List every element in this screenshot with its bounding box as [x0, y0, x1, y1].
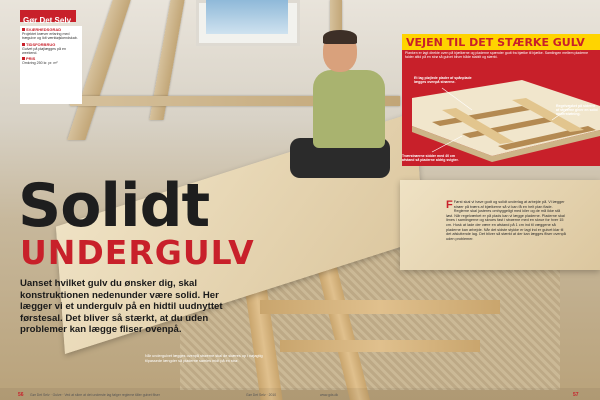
roof-window-glass	[206, 0, 288, 34]
article-subtitle: UNDERGULV	[20, 233, 255, 272]
info-text: Omkring 250 kr. pr. m²	[22, 61, 58, 66]
page-number-right: 57	[573, 392, 579, 398]
diagram-callout: Et lag pløjlede plader af spånplade lægges ovenpå strøerne.	[414, 76, 472, 85]
footer-center-text: Gør Det Selv · 2010	[246, 393, 277, 397]
info-head: SVÆRHEDSGRAD	[26, 27, 62, 32]
info-line	[22, 57, 80, 65]
body-paragraph: Først skal vi have godt og solidt underlag at arbejde på. Vi lægger strøer på tværs af bjælkerne så vi kan få en helt plan flade. Reglerne skal justeres omhyggeligt med kiler og de må ikke stå løst. Når regelværket er på plads kan vi lægge pladerne. Pladerne skal limes i samlingerne og skrues fast i strøerne med en skrue for hver 15 cm. Husk at lade der være en afstand på 1 cm ind til væggene så pladerne kan arbejde. Når det sidste stykke er lagt ind er gulvet klar til det afsluttende lag. Det bliver så stærkt at der kan lægges fliser ovenpå uden problemer.	[446, 200, 566, 241]
infographic-intro: Planken er lagt direkte oven på bjælkerne og pladerne spænder godt fra bjælke til bjælke. Samlingen mellem pladerne falder altid på en strø så gulvet bliver både stabilt og stærkt.	[405, 51, 589, 60]
info-line	[22, 43, 80, 56]
footer-url: www.gds.dk	[320, 393, 339, 397]
bullet-square-icon	[22, 57, 25, 60]
info-text: Gulvet på pløjlægges på en weekend.	[22, 46, 66, 56]
diagram-callout: Tværstrøerne sidder med 40 cm afstand så pladerne aldrig svigter.	[402, 154, 459, 163]
bullet-square-icon	[22, 28, 25, 31]
drop-cap: F	[446, 199, 453, 211]
info-text: Projektet kræver erfaring med trægulve og lidt værktøjskendskab.	[22, 32, 78, 41]
info-head: TIDSFORBRUG	[26, 41, 56, 47]
person-shirt	[313, 70, 385, 148]
section-tag-label: Gør Det Selv	[23, 16, 72, 25]
info-box	[20, 26, 82, 104]
person-hair	[323, 30, 357, 44]
info-head: PRIS	[26, 56, 36, 62]
article-title: Solidt	[18, 171, 210, 241]
article-lead: Uanset hvilket gulv du ønsker dig, skal konstruktionen nedenunder være solid. Her lægger vi et undergulv på en hidtil uudnyttet førstesal. Det bliver så stærkt, at du uden problemer kan lægge fliser ovenpå.	[20, 278, 223, 335]
floor-joist	[260, 300, 500, 314]
diagram-callout: Regelværket på siderne af strøerne giver en solid understøtning.	[556, 104, 598, 117]
article-body	[446, 200, 568, 241]
infographic-title: VEJEN TIL DET STÆRKE GULV	[406, 36, 585, 49]
footer-left-text: Gør Det Selv · Gulve · Ved at sikre at det underste lag følger reglerne tåler gulvet fliser	[30, 393, 160, 397]
floor-joist	[280, 340, 480, 352]
section-tag	[20, 10, 76, 25]
info-line	[22, 28, 80, 41]
page-number-left: 56	[18, 392, 24, 398]
bullet-square-icon	[22, 43, 25, 46]
photo-caption: Når undergulvet lægges ovenpå strøerne skal de skæres op i nøjagtig tilpassede længder så pladerne samles midt på en strø.	[145, 354, 263, 363]
